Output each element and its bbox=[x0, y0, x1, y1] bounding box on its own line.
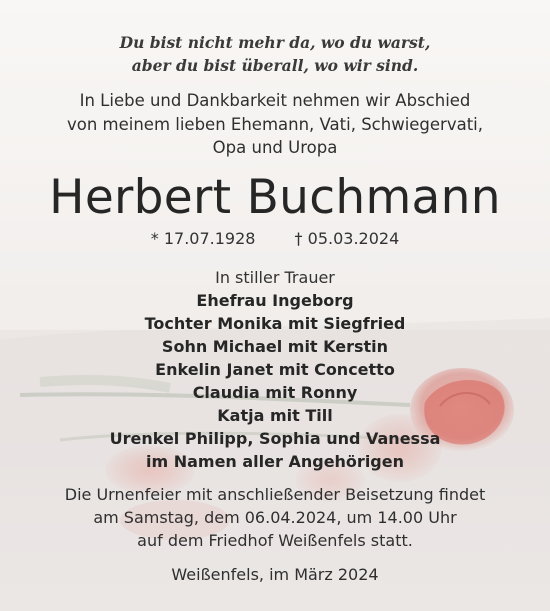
intro-line: In Liebe und Dankbarkeit nehmen wir Abschied bbox=[79, 91, 471, 110]
motto-line: aber du bist überall, wo wir sind. bbox=[131, 56, 419, 75]
mourner-entry: Claudia mit Ronny bbox=[192, 383, 358, 402]
mourner-entry: Enkelin Janet mit Concetto bbox=[155, 360, 395, 379]
mourner-entry: Urenkel Philipp, Sophia und Vanessa bbox=[109, 429, 441, 448]
funeral-line: Die Urnenfeier mit anschließender Beisetzung findet bbox=[64, 485, 486, 504]
motto-quote bbox=[0, 31, 550, 77]
intro-line: von meinem lieben Ehemann, Vati, Schwiegervati, bbox=[66, 114, 484, 134]
mourner-entry: Sohn Michael mit Kerstin bbox=[161, 337, 389, 356]
intro-line: Opa und Uropa bbox=[212, 138, 338, 157]
birth-date: * 17.07.1928 bbox=[150, 229, 256, 248]
mourner-entry: Katja mit Till bbox=[217, 406, 333, 425]
deceased-name: Herbert Buchmann bbox=[49, 170, 501, 225]
funeral-line: am Samstag, dem 06.04.2024, um 14.00 Uhr bbox=[93, 508, 457, 527]
farewell-intro bbox=[0, 89, 550, 160]
mourner-entry: Tochter Monika mit Siegfried bbox=[144, 314, 406, 333]
life-dates bbox=[0, 228, 550, 250]
place-and-date: Weißenfels, im März 2024 bbox=[171, 565, 379, 584]
mourner-entry: Ehefrau Ingeborg bbox=[196, 291, 354, 310]
mourner-entry: im Namen aller Angehörigen bbox=[145, 452, 404, 471]
mourners-list bbox=[0, 289, 550, 473]
mourning-heading: In stiller Trauer bbox=[215, 268, 335, 287]
funeral-details bbox=[0, 483, 550, 552]
death-date: † 05.03.2024 bbox=[294, 229, 400, 248]
motto-line: Du bist nicht mehr da, wo du warst, bbox=[119, 33, 431, 52]
funeral-line: auf dem Friedhof Weißenfels statt. bbox=[137, 531, 413, 550]
